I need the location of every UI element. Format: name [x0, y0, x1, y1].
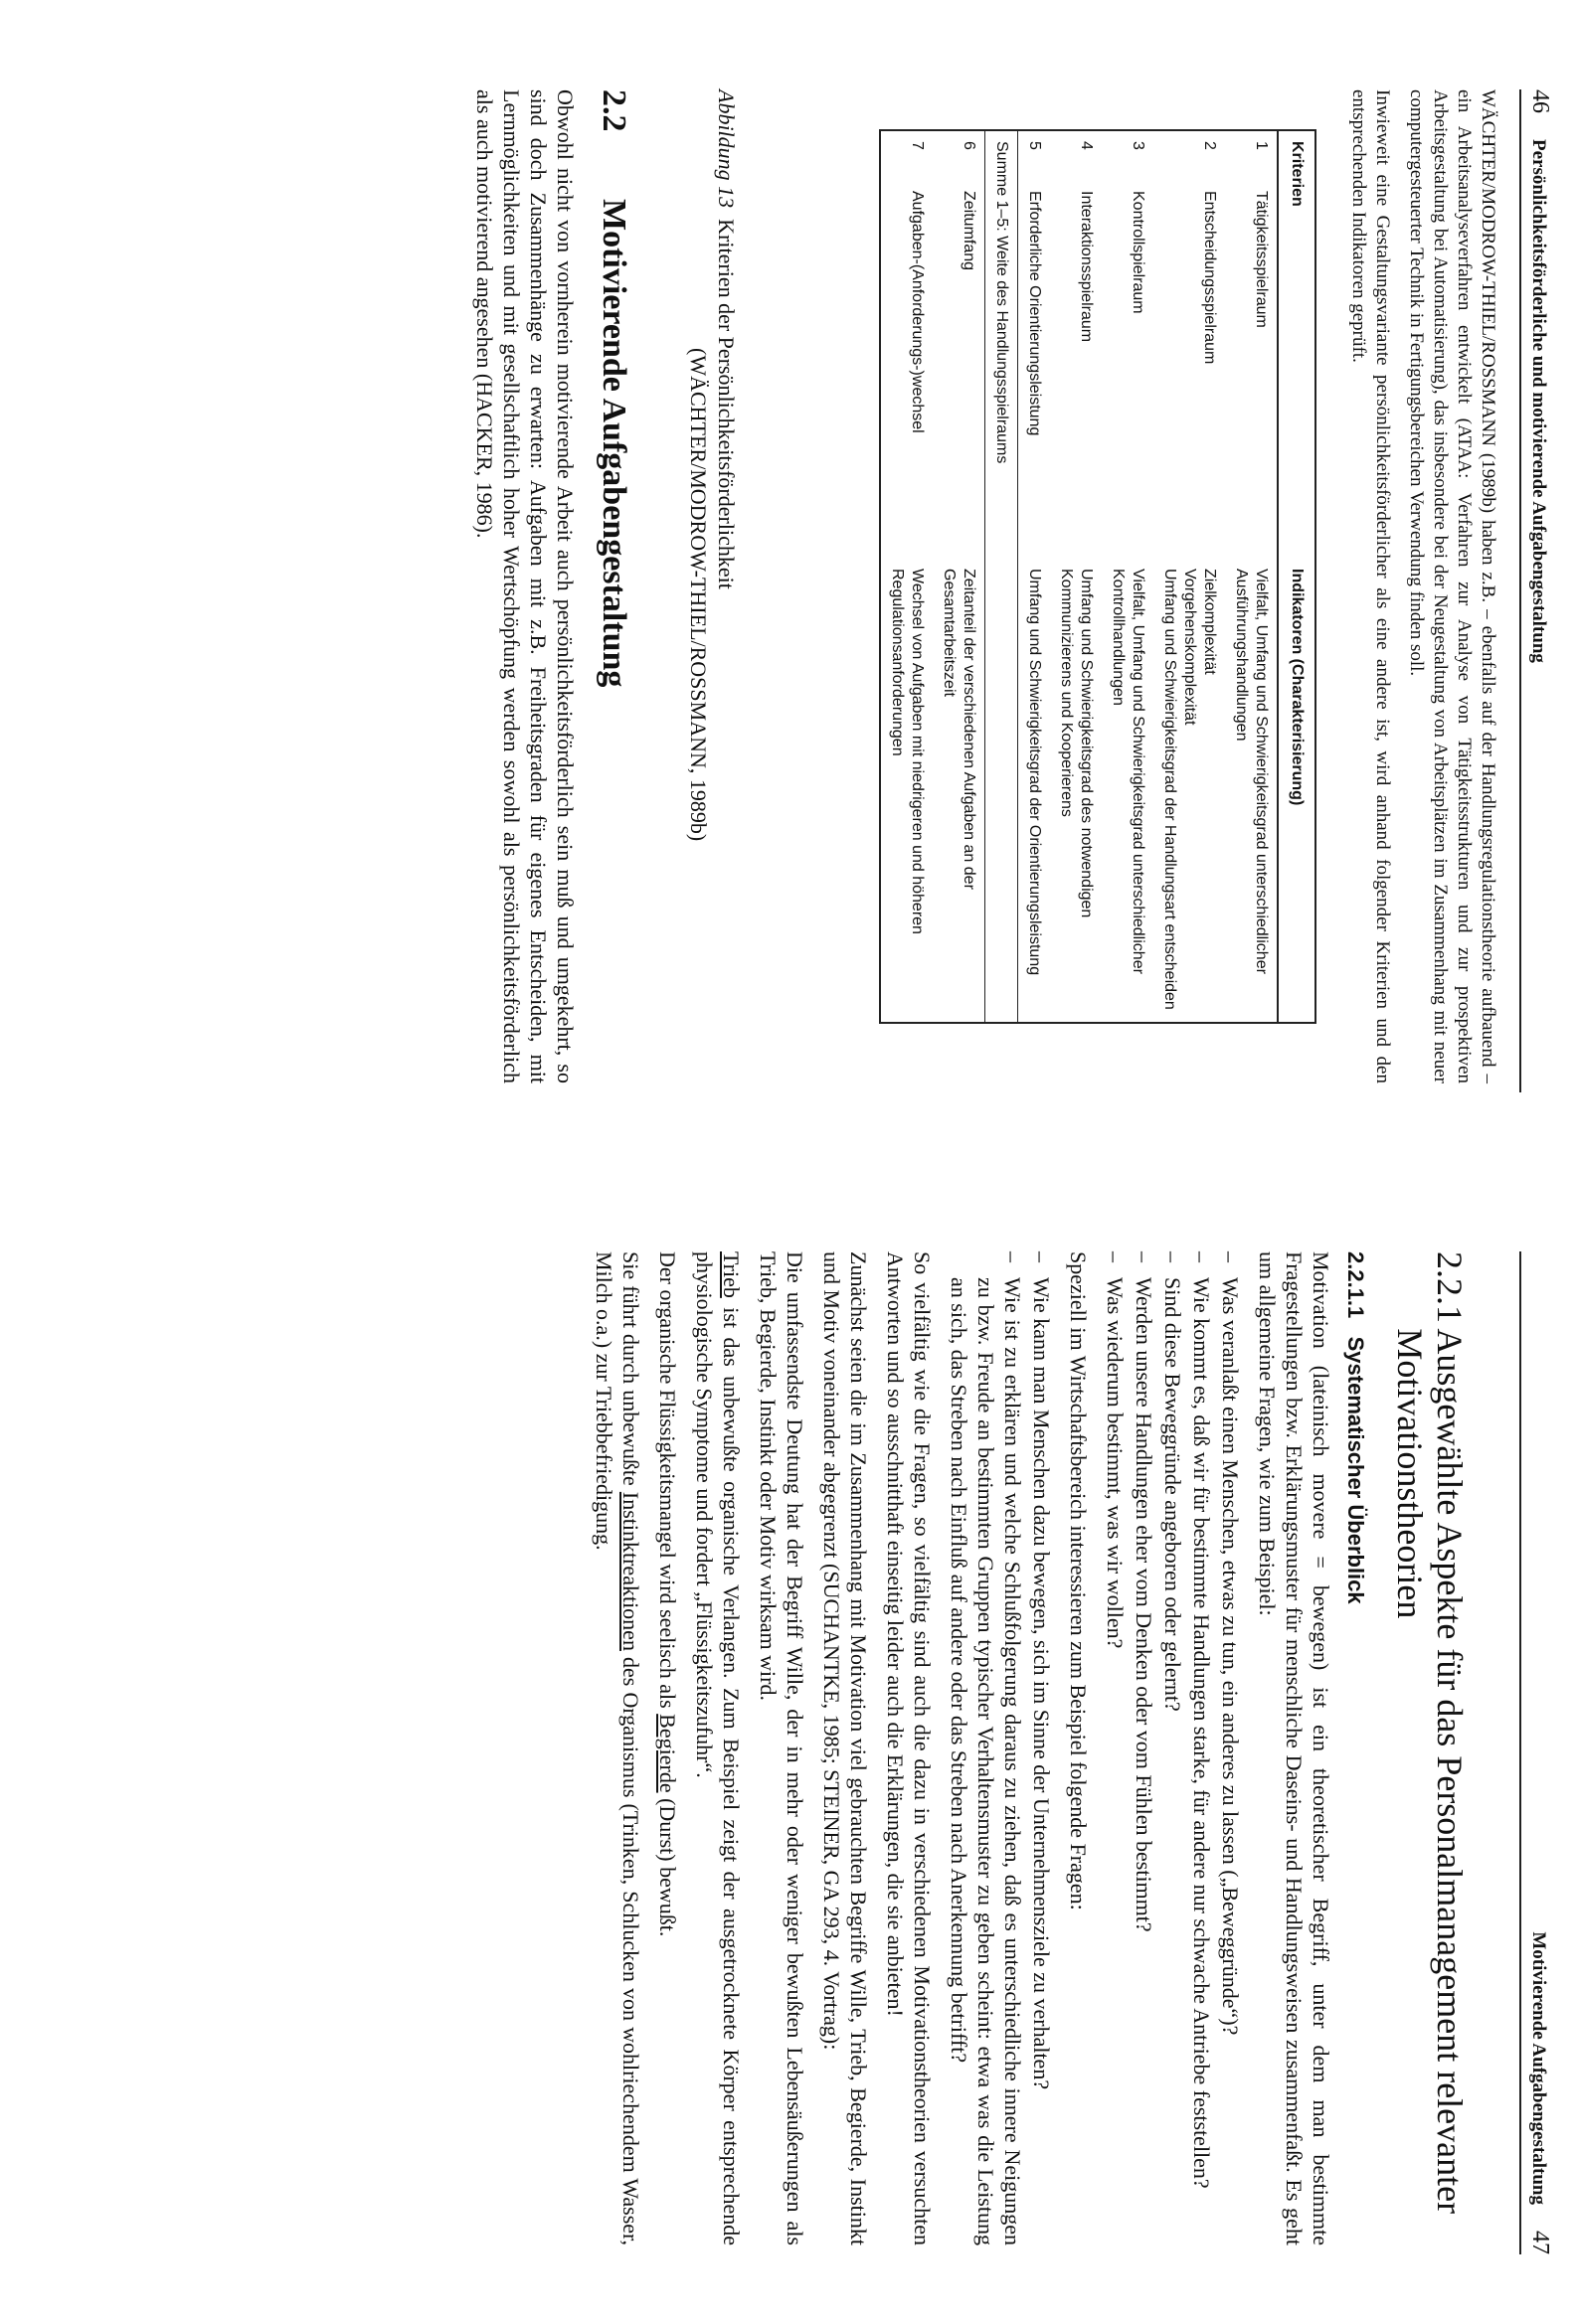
section-2-2: [461, 89, 632, 1083]
subsection-heading: [1342, 1251, 1368, 2245]
running-title: Persönlichkeitsförderliche und motivierende Aufgabengestaltung: [1528, 139, 1549, 663]
figure-caption: [684, 89, 740, 1083]
criterion: Entscheidungsspielraum: [1201, 191, 1218, 365]
table-header-criteria: Kriterien: [1278, 130, 1315, 559]
row-number: 6: [961, 141, 977, 150]
page-number: 47: [1527, 2231, 1553, 2254]
question-list: [1102, 1251, 1244, 2245]
criterion: Kontrollspielraum: [1130, 191, 1146, 314]
criterion: Zeitumfang: [961, 191, 977, 271]
left-page-header: [1519, 89, 1555, 1092]
criterion: Aufgaben-(Anforderungs-)wechsel: [909, 191, 926, 433]
paragraph-text: ist das unbewußte organische Verlangen. Zum Beispiel zeigt der ausgetrocknete Körper entsprechende physiologische Symptome und fordert „Flüssigkeitszufuhr“.: [692, 1251, 744, 2245]
term-trieb: Trieb: [719, 1251, 744, 1298]
criteria-table: [879, 129, 1316, 1024]
table-row: [1102, 130, 1153, 1023]
table-row: [1225, 130, 1278, 1023]
table-sum-row: [985, 130, 1018, 1023]
indicator: Vielfalt, Umfang und Schwierigkeitsgrad unterschiedlicher Ausführungshandlungen: [1233, 569, 1270, 974]
section-number: 2.2.1: [1430, 1251, 1470, 1323]
paragraph: [654, 1251, 681, 2245]
term-instinktreaktionen: Instinktreaktionen: [618, 1491, 643, 1651]
criterion: Erforderliche Orientierungsleistung: [1026, 191, 1043, 436]
list-item: – Werden unsere Handlungen eher vom Denken oder vom Fühlen bestimmt?: [1131, 1251, 1157, 2245]
list-item: – Was veranlaßt einen Menschen, etwas zu tun, ein anderes zu lassen („Beweggründe“)?: [1217, 1251, 1244, 2245]
list-item: – Was wiederum bestimmt, was wir wollen?: [1102, 1251, 1129, 2245]
paragraph: Speziell im Wirtschaftsbereich interessieren zum Beispiel folgende Fragen:: [1066, 1251, 1091, 1910]
subsection-title: Systematischer Überblick: [1343, 1336, 1368, 1604]
right-page: [0, 1162, 1577, 2324]
paragraph: WÄCHTER/MODROW-THIEL/ROSSMANN (1989b) haben z.B. – ebenfalls auf der Handlungsregulationstheorie aufbauend – ein Arbeitsanalyseverfahren entwickelt (ATAA: Verfahren zur Analyse von Tätigkeitsstrukturen und zur prospektiven Arbeitsgestaltung bei Automatisierung), das insbesondere bei der Neugestaltung von Arbeitsplätzen im Zusammenhang mit neuer computergesteuerter Technik in Fertigungsbereichen Verwendung finden soll.: [1406, 89, 1498, 1083]
paragraph: Inwieweit eine Gestaltungsvariante persönlichkeitsförderlicher als eine andere ist, wird anhand folgender Kriterien und den entsprechenden Indikatoren geprüft.: [1348, 89, 1393, 1083]
list-item: – Wie ist zu erklären und welche Schlußfolgerung daraus zu ziehen, daß es unterschiedliche innere Neigungen zu bzw. Freude an bestimmten Gruppen typischer Verhaltensmuster zu geben scheint: etwa was die Leistung an sich, das Streben nach Einfluß auf andere oder das Streben nach Anerkennung betrifft?: [946, 1251, 1026, 2245]
table-row: [1153, 130, 1225, 1023]
row-number: 2: [1201, 141, 1218, 150]
paragraph: [591, 1251, 644, 2245]
row-number: 4: [1078, 141, 1095, 150]
table-row: [1018, 130, 1051, 1023]
term-begierde: Begierde: [655, 1714, 680, 1793]
table-header-indicators: Indikatoren (Charakterisierung): [1278, 559, 1315, 1023]
running-title: Motivierende Aufgabengestaltung: [1528, 1931, 1549, 2205]
paragraph: Zunächst seien die im Zusammenhang mit Motivation viel gebrauchten Begriffe Wille, Trieb, Begierde, Instinkt und Motiv voneinander abgegrenzt (SUCHANTKE, 1985; STEINER, GA 293, 4. Vortrag):: [819, 1251, 871, 2245]
list-item: – Sind diese Beweggründe angeboren oder gelernt?: [1159, 1251, 1186, 2245]
right-page-header: [1519, 1251, 1555, 2254]
intro-text: [1336, 89, 1499, 1083]
section-heading: [1390, 1251, 1470, 2245]
paragraph: So vielfältig wie die Fragen, so vielfältig sind auch die dazu in verschiedenen Motivationstheorien versuchten Antworten und so ausschnitthaft einseitig leider auch die Erklärungen, die sie anbieten!: [883, 1251, 935, 2245]
main-text: [581, 1251, 1470, 2245]
section-number: 2.2: [596, 89, 632, 132]
row-number: 7: [909, 141, 926, 150]
criterion: Tätigkeitsspielraum: [1253, 191, 1270, 328]
section-title: Motivierende Aufgabengestaltung: [596, 199, 632, 688]
indicator: Wechsel von Aufgaben mit niedrigeren und höheren Regulationsanforderungen: [889, 569, 926, 934]
paragraph: Die umfassendste Deutung hat der Begriff Wille, der in mehr oder weniger bewußten Lebensäußerungen als Trieb, Begierde, Instinkt oder Motiv wirksam wird.: [756, 1251, 807, 2245]
paragraph-text: (Durst) bewußt.: [655, 1792, 680, 1937]
row-number: 3: [1130, 141, 1146, 150]
caption-text: Kriterien der Persönlichkeitsförderlichkeit: [714, 219, 739, 589]
subsection-number: 2.2.1.1: [1343, 1251, 1368, 1319]
list-item: – Wie kommt es, daß wir für bestimmte Handlungen starke, für andere nur schwache Antriebe feststellen?: [1188, 1251, 1215, 2245]
paragraph: Obwohl nicht von vornherein motivierende Arbeit auch persönlichkeitsförderlich sein muß und umgekehrt, so sind doch Zusammenhänge zu erwarten: Aufgaben mit z.B. Freiheitsgraden für eigenes Entscheiden, mit Lernmöglichkeiten und mit gesellschaftlich hoher Wertschöpfung werden sowohl als persönlichkeitsförderlich als auch motivierend angesehen (HACKER, 1986).: [472, 89, 578, 1083]
caption-source: (WÄCHTER/MODROW-THIEL/ROSSMANN, 1989b): [686, 348, 711, 842]
paragraph-text: Der organische Flüssigkeitsmangel wird seelisch als: [655, 1251, 680, 1715]
indicator: Zielkomplexität Vorgehenskomplexität Umfang und Schwierigkeitsgrad der Handlungsart entscheiden: [1161, 569, 1218, 1010]
list-item: – Wie kann man Menschen dazu bewegen, sich im Sinne der Unternehmensziele zu verhalten?: [1028, 1251, 1055, 2245]
indicator: Umfang und Schwierigkeitsgrad der Orientierungsleistung: [1026, 569, 1043, 976]
section-heading: [595, 89, 632, 1083]
paragraph: Motivation (lateinisch movere = bewegen) ist ein theoretischer Begriff, unter dem man bestimmte Fragestellungen bzw. Erklärungsmuster für menschliche Daseins- und Handlungsweisen zusammenfaßt. Es geht um allgemeine Fragen, wie zum Beispiel:: [1255, 1251, 1333, 2245]
table-row: [933, 130, 985, 1023]
row-number: 5: [1026, 141, 1043, 150]
row-number: 1: [1253, 141, 1270, 150]
page-number: 46: [1527, 89, 1553, 113]
criterion: Interaktionsspielraum: [1078, 191, 1095, 343]
paragraph-text: des Organismus (Trinken, Schlucken von wohlriechendem Wasser, Milch o.a.) zur Triebbefriedigung.: [592, 1251, 643, 2246]
paragraph-text: Sie führt durch unbewußte: [618, 1251, 643, 1492]
question-list: [946, 1251, 1055, 2245]
section-title: Ausgewählte Aspekte für das Personalmanagement relevanter Motivationstheorien: [1390, 1328, 1470, 2215]
table-row: [880, 130, 933, 1023]
indicator: Vielfalt, Umfang und Schwierigkeitsgrad unterschiedlicher Kontrollhandlungen: [1110, 569, 1146, 974]
table-row: [1050, 130, 1102, 1023]
sum-label: Summe 1–5: Weite des Handlungsspielraums: [985, 130, 1018, 1023]
caption-label: Abbildung 13: [714, 89, 739, 209]
indicator: Umfang und Schwierigkeitsgrad des notwendigen Kommunizierens und Kooperierens: [1058, 569, 1095, 918]
indicator: Zeitanteil der verschiedenen Aufgaben an der Gesamtarbeitszeit: [941, 569, 977, 890]
paragraph: [691, 1251, 745, 2245]
